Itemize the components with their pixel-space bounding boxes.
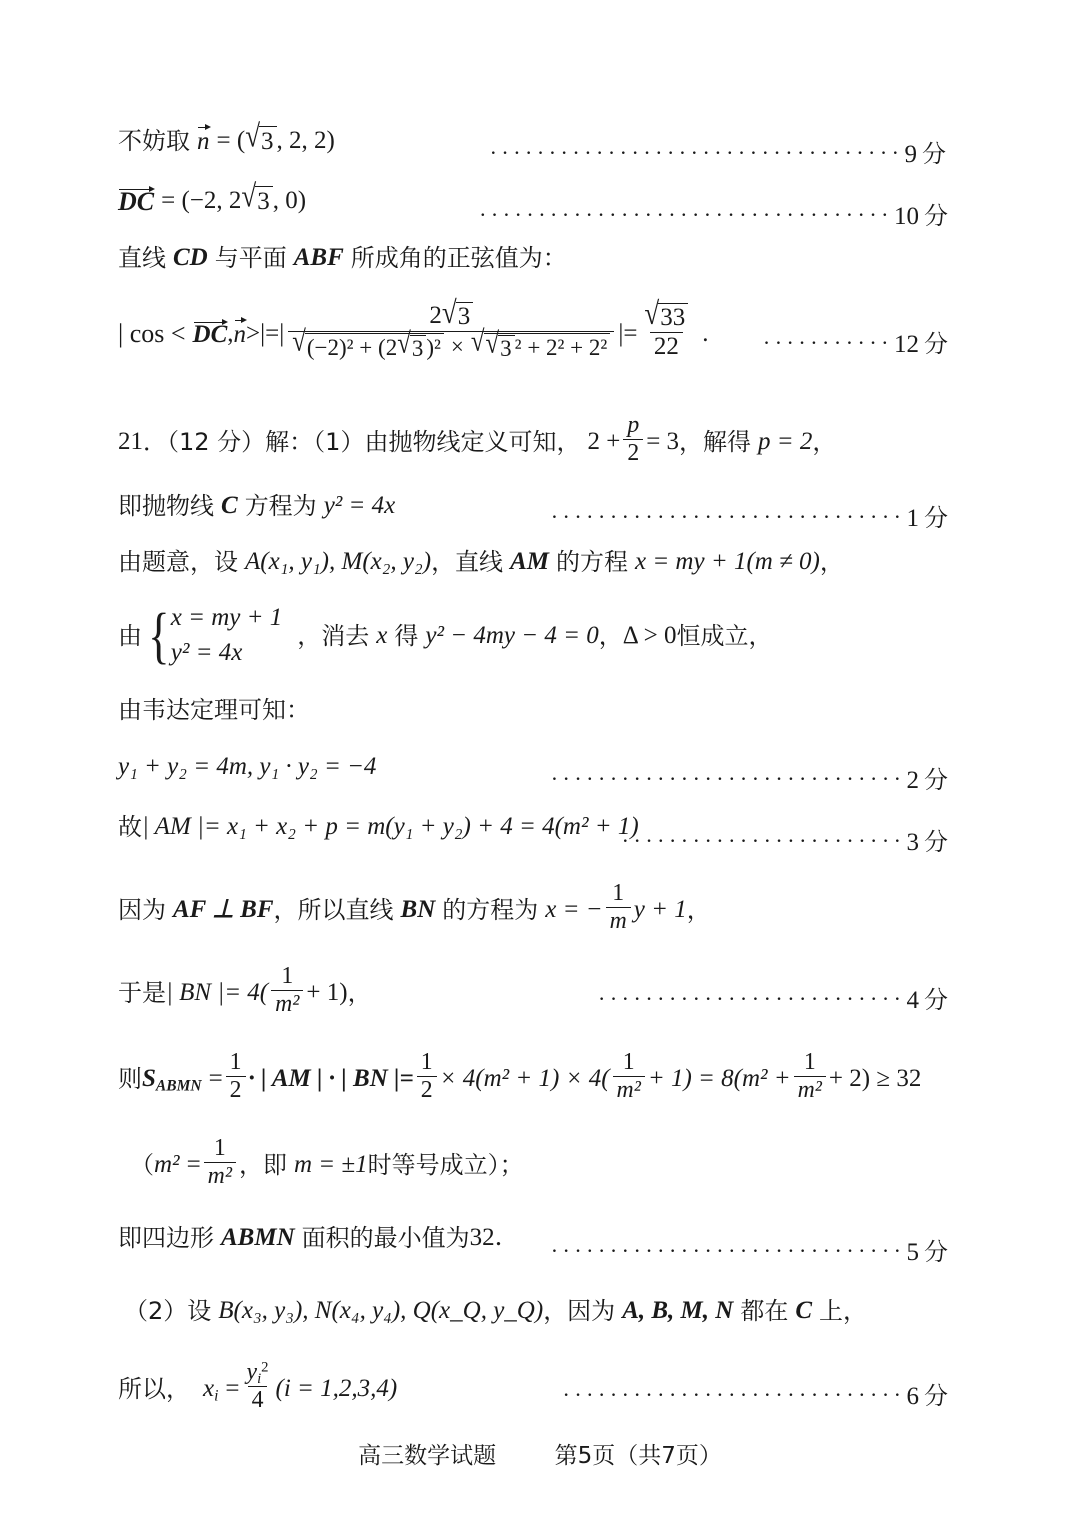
solve-label: 解得 xyxy=(703,427,752,456)
line12-text-a: 因为 xyxy=(118,895,166,924)
line17-text-a: ，因为 xyxy=(543,1296,616,1325)
solution-line-vieta-relations xyxy=(118,738,948,796)
fraction-numerator: 1 xyxy=(622,1049,635,1076)
fraction-denominator xyxy=(288,325,614,362)
score-unit: 分 xyxy=(924,329,948,358)
area-mid-3: + 1) = 8(m² + xyxy=(647,1065,791,1093)
p-result: p = 2 xyxy=(758,428,813,456)
score-mark-12 xyxy=(763,331,948,359)
fraction-numerator: 1 xyxy=(803,1049,816,1076)
cos-lead: | cos < xyxy=(118,318,186,348)
paren-open: （ xyxy=(130,1150,154,1179)
line7-text-a: 由题意，设 xyxy=(118,547,238,576)
line8-text-a: ，消去 xyxy=(297,621,370,650)
equation-system xyxy=(144,601,283,670)
part2-label: （2）设 xyxy=(124,1296,212,1325)
result-fraction xyxy=(640,295,692,361)
fraction-denominator: 4 xyxy=(248,1386,268,1413)
score-unit: 分 xyxy=(924,201,948,230)
solution-line-system xyxy=(118,590,948,682)
line3-text-b: 与平面 xyxy=(214,243,287,272)
line17-text-c: 上， xyxy=(819,1296,868,1325)
var-c: C xyxy=(795,1297,813,1325)
leader-dots: ·························· xyxy=(598,985,906,1011)
score-unit: 分 xyxy=(922,139,946,168)
solution-line-vieta-label xyxy=(118,682,948,738)
end-comma: ， xyxy=(812,427,837,456)
bn-length-tail: + 1) xyxy=(306,979,348,1007)
line17-text-b: 都在 xyxy=(740,1296,789,1325)
vector-n: n xyxy=(234,319,247,349)
vector-dc: DC xyxy=(118,186,155,216)
leader-dots: ························ xyxy=(621,827,906,853)
page-footer: 高三数学试题 第5页（共7页） xyxy=(358,1443,722,1469)
solution-line-set-points xyxy=(118,534,948,590)
score-mark-9 xyxy=(490,141,946,169)
solution-line-cosine-formula xyxy=(118,284,948,384)
score-mark-4 xyxy=(598,987,948,1015)
leader-dots: ··········· xyxy=(762,329,893,355)
score-mark-6 xyxy=(563,1383,948,1411)
score-value: 3 xyxy=(906,828,919,856)
score-unit: 分 xyxy=(924,985,948,1014)
sqrt-term-2: √ √ 3 ² + 2² + 2² xyxy=(471,333,610,361)
solution-line-dc-vector xyxy=(118,170,948,232)
fraction-numerator: 1 xyxy=(229,1049,242,1076)
area-subscript: ABMN xyxy=(155,1077,202,1095)
perpendicular-relation: AF ⊥ BF xyxy=(173,896,274,924)
leader-dots: ······························ xyxy=(550,1237,906,1263)
var-am: AM xyxy=(510,548,549,576)
inner-sqrt-3: √ 3 xyxy=(397,335,426,361)
system-row-1: x = my + 1 xyxy=(170,604,283,632)
score-value: 5 xyxy=(906,1238,919,1266)
line8-text-c: ， xyxy=(598,621,623,650)
one-over-m2-fraction xyxy=(271,964,303,1017)
line3-text-c: 所成角的正弦值为： xyxy=(350,243,567,272)
line13-text-a: 于是 xyxy=(118,978,166,1007)
half-fraction-1 xyxy=(226,1050,246,1103)
fraction-denominator: 2 xyxy=(226,1076,246,1103)
area-symbol: $S_{ABMN}$ xyxy=(142,1065,202,1095)
m-value: m = ±1 xyxy=(293,1151,368,1179)
line16-text-b: 面积的最小值为 xyxy=(301,1223,470,1252)
line1-equals: = ( xyxy=(216,127,246,155)
fraction-denominator: m² xyxy=(204,1162,236,1189)
points-a-m: A(x₁, y₁), M(x₂, y₂) xyxy=(245,548,432,576)
minimum-value: 32 xyxy=(469,1224,495,1252)
fraction-numerator: 1 xyxy=(213,1135,226,1162)
score-value: 4 xyxy=(906,986,919,1014)
area-tail: + 2) ≥ 32 xyxy=(828,1065,922,1093)
problem-intro: 解：（1）由抛物线定义可知， xyxy=(265,427,581,456)
fraction-numerator: 1 xyxy=(612,880,625,907)
end-comma: ， xyxy=(686,895,711,924)
line8-text-d: 恒成立， xyxy=(676,621,773,650)
score-mark-5 xyxy=(551,1239,948,1267)
line6-text-b: 方程为 xyxy=(244,491,317,520)
line3-text-a: 直线 xyxy=(118,243,166,272)
var-x: x xyxy=(376,622,388,650)
leader-dots: ··································· xyxy=(489,139,904,165)
solution-line-xi-formula xyxy=(118,1346,948,1432)
point-set: A, B, M, N xyxy=(622,1297,734,1325)
leader-dots: ······························ xyxy=(550,503,906,529)
var-cd: CD xyxy=(173,244,208,272)
cos-gt: >|=| xyxy=(246,320,285,348)
fraction-numerator: 1 xyxy=(420,1049,433,1076)
fraction-denominator: 2 xyxy=(623,439,643,466)
fraction-denominator: 2 xyxy=(417,1076,437,1103)
sqrt-33: √ 33 xyxy=(644,303,688,331)
score-value: 12 xyxy=(894,330,919,358)
score-value: 9 xyxy=(904,140,917,168)
score-mark-10 xyxy=(479,203,948,231)
score-unit: 分 xyxy=(924,827,948,856)
period: . xyxy=(702,320,709,348)
line-am-equation: x = my + 1(m ≠ 0) xyxy=(634,548,820,576)
line16-text-a: 即四边形 xyxy=(118,1223,214,1252)
solution-line-equality-condition xyxy=(118,1122,948,1208)
score-mark-1 xyxy=(551,505,948,533)
x-i-symbol: $x_i$ xyxy=(203,1375,219,1405)
line14-ze: 则 xyxy=(118,1064,142,1093)
one-over-m2-fraction xyxy=(204,1136,236,1189)
quadratic-equation: y² − 4my − 4 = 0 xyxy=(425,622,599,650)
score-unit: 分 xyxy=(924,765,948,794)
yi-squared-over-4-fraction xyxy=(243,1360,273,1413)
line15-text: 时等号成立）； xyxy=(367,1150,524,1179)
system-row-2: y² = 4x xyxy=(170,639,243,666)
am-length-equation: | AM |= x₁ + x₂ + p = m(y₁ + y₂) + 4 = 4(m² + 1) xyxy=(142,813,639,841)
sqrt-3: √ 3 xyxy=(241,186,272,216)
bn-length-lead: | BN |= 4( xyxy=(166,979,269,1007)
comma: ， xyxy=(679,427,704,456)
score-value: 10 xyxy=(894,202,919,230)
parabola-equation: y² = 4x xyxy=(323,492,396,520)
solution-line-normal-vector xyxy=(118,112,948,170)
score-mark-3 xyxy=(622,829,948,857)
line2-equals: = (−2, 2 xyxy=(161,187,242,215)
one-over-m2-fraction-b xyxy=(794,1050,826,1103)
fraction-numerator: $y_i^2$ xyxy=(246,1359,269,1388)
var-abf: ABF xyxy=(293,244,344,272)
line7-text-c: 的方程 xyxy=(555,547,628,576)
solution-line-area-formula xyxy=(118,1036,948,1122)
vieta-equations: y₁ + y₂ = 4m, y₁ · y₂ = −4 xyxy=(118,753,377,781)
line1-tail: , 2, 2) xyxy=(276,127,335,155)
brace-glyph: { xyxy=(148,601,170,670)
leader-dots: ··································· xyxy=(479,201,893,227)
solution-line-parabola-equation xyxy=(118,478,948,534)
fraction-denominator: m² xyxy=(794,1076,826,1103)
end-comma: ， xyxy=(819,547,844,576)
line1-prefix: 不妨取 xyxy=(118,126,190,155)
cos-close: |= xyxy=(618,320,638,348)
one-over-m2-fraction-a xyxy=(613,1050,645,1103)
period: ． xyxy=(494,1224,520,1252)
result-numerator xyxy=(640,295,692,332)
fraction-denominator: m xyxy=(606,907,631,934)
score-unit: 分 xyxy=(924,1381,948,1410)
line18-text-a: 所以， xyxy=(118,1374,190,1403)
cosine-main-fraction xyxy=(288,294,614,362)
line2-tail: , 0) xyxy=(272,187,307,215)
fraction-denominator: m² xyxy=(271,990,303,1017)
line12-text-c: 的方程为 xyxy=(442,895,539,924)
line15-comma: ，即 xyxy=(238,1150,287,1179)
problem-number: 21 xyxy=(118,428,143,456)
fraction-numerator: 2 √ 3 xyxy=(425,302,477,331)
bn-eq-tail: y + 1 xyxy=(633,896,687,924)
problem-points: ．（12 分） xyxy=(143,427,266,456)
vector-dc: DC xyxy=(193,319,228,349)
expr-tail: = 3 xyxy=(646,428,680,456)
line11-gu: 故 xyxy=(118,812,142,841)
line6-text-a: 即抛物线 xyxy=(118,491,214,520)
problem-21-header xyxy=(118,406,948,478)
equals: = xyxy=(225,1375,240,1403)
sqrt-3: √ 3 xyxy=(442,302,473,330)
sqrt-term-1: √ (−2)² + (2 √ 3 )² xyxy=(292,333,444,361)
score-mark-2 xyxy=(551,767,948,795)
solution-line-sine-statement xyxy=(118,232,948,284)
score-value: 1 xyxy=(906,504,919,532)
p-over-2-fraction xyxy=(623,413,643,466)
var-bn: BN xyxy=(400,896,436,924)
index-range: (i = 1,2,3,4) xyxy=(275,1375,398,1403)
area-mid-2: × 4(m² + 1) × 4( xyxy=(439,1065,610,1093)
score-value: 2 xyxy=(906,766,919,794)
leader-dots: ····························· xyxy=(562,1381,906,1407)
times-symbol: × xyxy=(450,334,464,360)
vector-n: n xyxy=(197,126,210,156)
fraction-numerator: p xyxy=(627,412,640,439)
leader-dots: ······························ xyxy=(550,765,906,791)
half-fraction-2 xyxy=(417,1050,437,1103)
area-mid-1: · | AM | · | BN |= xyxy=(248,1065,414,1093)
var-abmn: ABMN xyxy=(221,1224,295,1252)
eq1: = xyxy=(208,1065,223,1093)
var-c: C xyxy=(221,492,238,520)
solution-line-minimum-area xyxy=(118,1208,948,1268)
expr-lead: 2 + xyxy=(587,428,621,456)
bn-eq-lead: x = − xyxy=(545,896,603,924)
m-squared: m² xyxy=(154,1151,180,1179)
solution-line-bn-equation xyxy=(118,870,948,950)
fraction-numerator: 1 xyxy=(281,963,294,990)
sqrt-3: √ 3 xyxy=(245,126,276,156)
equals: = xyxy=(186,1151,201,1179)
result-denominator: 22 xyxy=(650,332,683,360)
discriminant: Δ > 0 xyxy=(622,622,677,650)
line12-text-b: ，所以直线 xyxy=(273,895,394,924)
solution-line-am-length xyxy=(118,796,948,858)
solution-body xyxy=(118,112,948,1432)
solution-line-bn-length xyxy=(118,950,948,1036)
line7-text-b: ，直线 xyxy=(431,547,504,576)
cos-comma: , xyxy=(227,320,234,348)
score-unit: 分 xyxy=(924,503,948,532)
line8-you: 由 xyxy=(118,621,142,650)
line8-text-b: 得 xyxy=(394,621,419,650)
one-over-m-fraction xyxy=(606,881,631,934)
score-unit: 分 xyxy=(924,1237,948,1266)
points-b-n-q: B(x₃, y₃), N(x₄, y₄), Q(x_Q, y_Q) xyxy=(218,1297,544,1325)
vieta-text: 由韦达定理可知： xyxy=(118,695,310,724)
solution-line-part2-setup xyxy=(118,1276,948,1346)
fraction-denominator: m² xyxy=(613,1076,645,1103)
end-comma: ， xyxy=(347,978,372,1007)
score-value: 6 xyxy=(906,1382,919,1410)
x-subscript: i xyxy=(214,1387,219,1405)
inner-sqrt-3: √ 3 xyxy=(486,335,515,361)
